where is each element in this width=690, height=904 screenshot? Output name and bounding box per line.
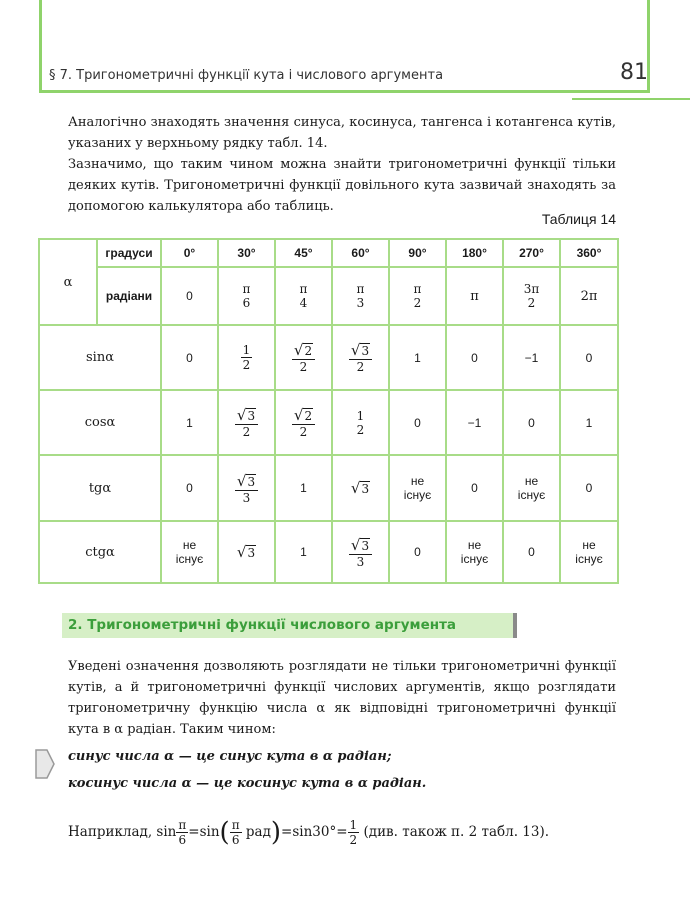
- page-frame-accent: [572, 98, 690, 100]
- cos-label: cosα: [39, 390, 161, 455]
- value-cell: 1 2: [332, 390, 389, 455]
- page-frame-bottom: [39, 90, 650, 93]
- value-cell: −1: [503, 325, 560, 390]
- page-number: 81: [620, 60, 648, 85]
- degree-cell: 90°: [389, 239, 446, 267]
- radian-cell: 3π 2: [503, 267, 560, 325]
- tg-label: tgα: [39, 455, 161, 521]
- table-row-sin: [39, 325, 618, 390]
- value-cell: 0: [389, 390, 446, 455]
- value-cell: −1: [446, 390, 503, 455]
- degree-cell: 270°: [503, 239, 560, 267]
- radian-cell: [161, 267, 218, 325]
- table-row-tg: [39, 455, 618, 521]
- value-cell: 1: [560, 390, 618, 455]
- degree-cell: 180°: [446, 239, 503, 267]
- value-cell: $\frac{√3}{2}$: [218, 390, 275, 455]
- table-row-radians: [39, 267, 618, 325]
- value-cell: $\frac{1}{2}$: [218, 325, 275, 390]
- sin-label: sinα: [39, 325, 161, 390]
- value-cell: √3: [218, 521, 275, 583]
- trig-values-table: [38, 238, 619, 584]
- degree-cell: 360°: [560, 239, 618, 267]
- table-caption: Таблиця 14: [541, 211, 616, 227]
- value-cell: 1: [275, 455, 332, 521]
- example-suffix: (див. також п. 2 табл. 13).: [363, 824, 550, 840]
- intro-paragraph-2: Зазначимо, що таким чином можна знайти тригонометричні функції тільки деяких кутів. Тригонометричні функції довільного кута зазвичай знаходять за допомогою калькулятора або таблиць.: [68, 157, 616, 214]
- table-row-ctg: [39, 521, 618, 583]
- value-cell: 0: [161, 455, 218, 521]
- value-cell: 0: [446, 455, 503, 521]
- value-cell: $\frac{√2}{2}$: [275, 325, 332, 390]
- table-row-cos: [39, 390, 618, 455]
- degree-cell: 45°: [275, 239, 332, 267]
- value-cell: $\frac{√3}{2}$: [332, 325, 389, 390]
- degree-cell: 60°: [332, 239, 389, 267]
- value-cell: 1: [161, 390, 218, 455]
- radian-cell: π 6: [218, 267, 275, 325]
- value-cell: 0: [560, 325, 618, 390]
- example-prefix: Наприклад,: [68, 824, 153, 840]
- table-row-degrees: [39, 239, 618, 267]
- value-cell: 0: [389, 521, 446, 583]
- degree-cell: 0°: [161, 239, 218, 267]
- radian-cell: 2π: [560, 267, 618, 325]
- value-cell: $\frac{√3}{3}$: [218, 455, 275, 521]
- page-frame-left: [39, 0, 42, 92]
- ctg-label: ctgα: [39, 521, 161, 583]
- definition-marker-icon: [35, 749, 55, 779]
- intro-paragraph-1: Аналогічно знаходять значення синуса, косинуса, тангенса і котангенса кутів, указаних у верхньому рядку табл. 14.: [68, 115, 616, 151]
- value-cell: √3: [332, 455, 389, 521]
- value-cell: 0: [503, 390, 560, 455]
- body-paragraph: Уведені означення дозволяють розглядати не тільки тригонометричні функції кутів, а й тригонометричні функції числових аргументів, якщо розглядати тригонометричну функцію числа α як відповідні тригонометричні функції кута в α радіан. Таким чином:: [68, 659, 616, 737]
- radian-cell: π 4: [275, 267, 332, 325]
- running-head: § 7. Тригонометричні функції кута і числового аргумента: [49, 68, 444, 83]
- radian-value: 0: [186, 289, 193, 303]
- radian-cell: π: [446, 267, 503, 325]
- value-cell: 0: [446, 325, 503, 390]
- value-cell: 0: [560, 455, 618, 521]
- example-formula: Наприклад, sin $\frac{\pi}{6}$ =sin( $\frac{\pi}{6}$ рад)=sin30°= $\frac{1}{2}$ (див. також п. 2 табл. 13).: [68, 817, 550, 848]
- section-heading: 2. Тригонометричні функції числового аргумента: [62, 613, 517, 638]
- value-cell: 0: [161, 325, 218, 390]
- value-cell: $\frac{√3}{3}$: [332, 521, 389, 583]
- value-cell: 1: [389, 325, 446, 390]
- definition-sine: синус числа α — це синус кута в α радіан;: [68, 749, 392, 764]
- radian-cell: π 2: [389, 267, 446, 325]
- degree-cell: 30°: [218, 239, 275, 267]
- degrees-label: градуси: [97, 239, 161, 267]
- radian-cell: π 3: [332, 267, 389, 325]
- value-cell: $\frac{√2}{2}$: [275, 390, 332, 455]
- value-cell: не існує: [161, 521, 218, 583]
- definition-cosine: косинус числа α — це косинус кута в α радіан.: [68, 776, 427, 791]
- alpha-header: α: [39, 239, 97, 325]
- value-cell: не існує: [560, 521, 618, 583]
- radians-label: радіани: [97, 267, 161, 325]
- value-cell: 0: [503, 521, 560, 583]
- value-cell: не існує: [446, 521, 503, 583]
- value-cell: 1: [275, 521, 332, 583]
- value-cell: не існує: [503, 455, 560, 521]
- value-cell: не існує: [389, 455, 446, 521]
